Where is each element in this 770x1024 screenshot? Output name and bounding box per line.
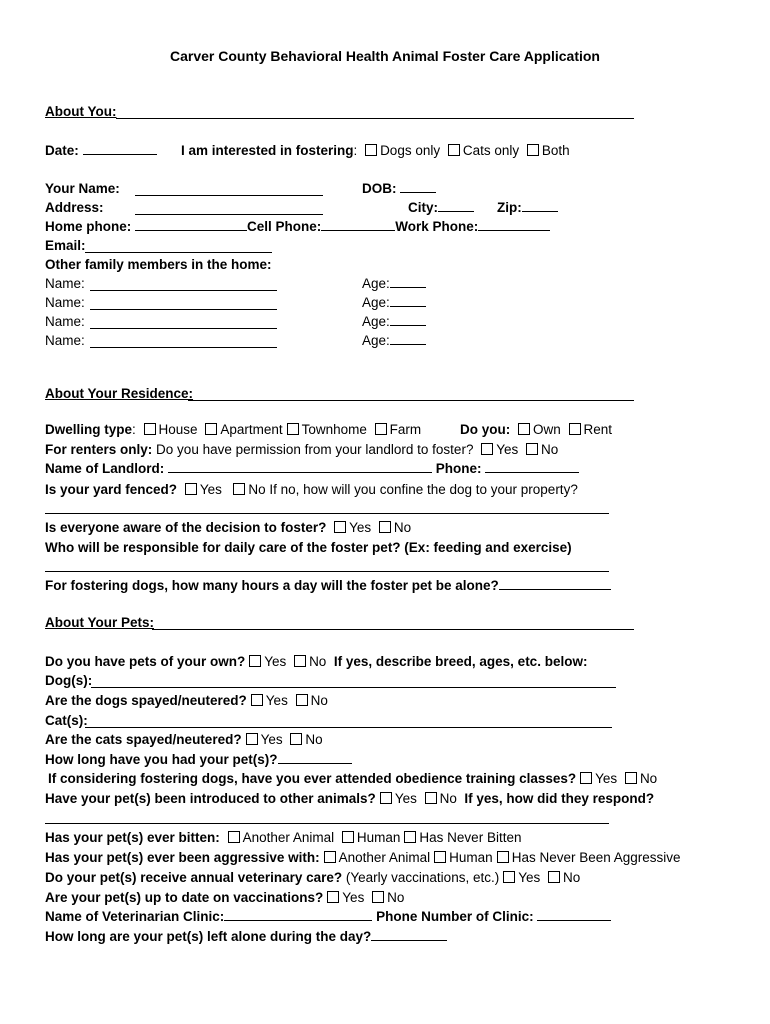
human-checkbox[interactable] <box>342 831 354 843</box>
yes-label: Yes <box>349 520 372 535</box>
zip-field[interactable] <box>522 199 558 212</box>
vet-clinic-label: Name of Veterinarian Clinic: <box>45 909 225 924</box>
yes-checkbox[interactable] <box>380 792 392 804</box>
heading-rule <box>152 629 634 630</box>
dob-label: DOB: <box>362 181 397 196</box>
dogs-only-label: Dogs only <box>380 143 441 158</box>
member-name-field[interactable] <box>90 309 277 310</box>
member-name-label: Name: <box>45 314 85 329</box>
yes-checkbox[interactable] <box>246 733 258 745</box>
yes-checkbox[interactable] <box>327 891 339 903</box>
dob-field[interactable] <box>400 180 436 193</box>
yes-label: Yes <box>342 890 365 905</box>
no-label: No <box>387 890 405 905</box>
yes-label: Yes <box>518 870 541 885</box>
member-age-field[interactable] <box>390 275 426 288</box>
heading-rule <box>116 118 634 119</box>
aware-label: Is everyone aware of the decision to foster? <box>45 520 327 535</box>
renters-question: Do you have permission from your landlord to foster? <box>156 442 474 457</box>
do-you-label: Do you: <box>460 422 511 437</box>
respond-label: If yes, how did they respond? <box>464 791 655 806</box>
form-title: Carver County Behavioral Health Animal Foster Care Application <box>170 48 600 64</box>
never-bitten-label: Has Never Bitten <box>419 830 522 845</box>
member-age-field[interactable] <box>390 313 426 326</box>
daily-care-label: Who will be responsible for daily care of the foster pet? (Ex: feeding and exercise) <box>45 540 572 555</box>
landlord-phone-field[interactable] <box>485 460 579 473</box>
no-label: No <box>439 791 457 806</box>
clinic-phone-field[interactable] <box>537 908 611 921</box>
yes-label: Yes <box>595 771 618 786</box>
member-age-field[interactable] <box>390 294 426 307</box>
landlord-label: Name of Landlord: <box>45 461 165 476</box>
no-label: No <box>563 870 581 885</box>
human-checkbox[interactable] <box>434 851 446 863</box>
date-label: Date: <box>45 143 79 158</box>
yes-checkbox[interactable] <box>249 655 261 667</box>
townhome-label: Townhome <box>301 422 367 437</box>
yes-checkbox[interactable] <box>251 694 263 706</box>
member-age-label: Age: <box>362 314 390 329</box>
left-alone-label: How long are your pet(s) left alone during the day? <box>45 929 372 944</box>
yes-checkbox[interactable] <box>481 443 493 455</box>
another-animal-checkbox[interactable] <box>324 851 336 863</box>
no-checkbox[interactable] <box>548 871 560 883</box>
yes-label: Yes <box>199 482 222 497</box>
own-label: Own <box>533 422 561 437</box>
no-label: No <box>393 520 412 535</box>
no-checkbox[interactable] <box>425 792 437 804</box>
vaccinations-label: Are your pet(s) up to date on vaccinations? <box>45 890 324 905</box>
member-age-label: Age: <box>362 333 390 348</box>
yes-checkbox[interactable] <box>503 871 515 883</box>
another-animal-label: Another Animal <box>242 830 335 845</box>
daily-care-field[interactable] <box>45 571 609 572</box>
no-label: No <box>309 654 327 669</box>
cats-only-checkbox[interactable] <box>448 144 460 156</box>
no-label: No <box>639 771 658 786</box>
yes-checkbox[interactable] <box>334 521 346 533</box>
yard-followup: If no, how will you confine the dog to your property? <box>269 482 578 497</box>
zip-label: Zip: <box>497 200 522 215</box>
work-phone-label: Work Phone: <box>395 219 479 234</box>
name-label: Your Name: <box>45 181 120 196</box>
no-label: No <box>541 442 559 457</box>
rent-label: Rent <box>583 422 613 437</box>
own-checkbox[interactable] <box>518 423 530 435</box>
how-long-label: How long have you had your pet(s)? <box>45 752 278 767</box>
landlord-field[interactable] <box>168 460 432 473</box>
pets-heading: About Your Pets: <box>45 615 155 630</box>
vet-clinic-field[interactable] <box>224 908 372 921</box>
another-animal-label: Another Animal <box>338 850 431 865</box>
no-label: No <box>310 693 328 708</box>
application-form: Carver County Behavioral Health Animal Foster Care Application About You: Date: I am interested in fostering: Dogs only Cats only Both Your Name: DOB: Address: City: Zip: Home phone: Cell Phone: Work Phone: Email: Other family members in the home: Name: Age: Name: Age: Name: Age: Name: Age: About Your Residence: Dwelling type: House Apartment Townhome Farm Do you: Own Rent For renters only: Do you have permission from your landlord to foster? Yes No Name of Landlord: Phone: Is your yard fenced? Yes No If no, how will you confine the dog to your property? Is everyone aware of the decision to foster? Yes No Who will be responsible for daily care of the foster pet? (Ex: feeding and exercise) For fostering dogs, how many hours a day will the foster pet be alone? About Your Pets: Do you have pets of your own? Yes No If yes, describe breed, ages, etc. below: Dog(s): Are the dogs spayed/neutered? Yes No Cat(s): Are the cats spayed/neutered? Yes No How long have you had your pet(s)? If considering fostering dogs, have you ever attended obedience training classes? Yes No Have your pet(s) been introduced to other animals? Yes No If yes, how did they respond? Has your pet(s) ever bitten: Another Animal Human Has Never Bitten Has your pet(s) ever been aggressive with: Another Animal Human Has Never Been Aggressive Do your pet(s) receive annual veterinary care? (Yearly vaccinations, etc.) Yes No Are your pet(s) up to date on vaccinations? Yes No Name of Veterinarian Clinic: Phone Number of Clinic: How long are your pet(s) left alone during the day? <box>0 0 770 1024</box>
yes-checkbox[interactable] <box>185 483 197 495</box>
no-checkbox[interactable] <box>296 694 308 706</box>
member-name-label: Name: <box>45 295 85 310</box>
both-label: Both <box>541 143 570 158</box>
bitten-label: Has your pet(s) ever bitten: <box>45 830 220 845</box>
never-aggressive-checkbox[interactable] <box>497 851 509 863</box>
yes-label: Yes <box>265 693 288 708</box>
cats-label: Cat(s): <box>45 713 88 728</box>
cats-spayed-label: Are the cats spayed/neutered? <box>45 732 242 747</box>
heading-rule <box>188 400 634 401</box>
left-alone-field[interactable] <box>371 928 447 941</box>
fostering-label: I am interested in fostering <box>181 143 354 158</box>
about-you-heading: About You: <box>45 104 117 119</box>
member-age-label: Age: <box>362 295 390 310</box>
human-label: Human <box>449 850 493 865</box>
dogs-field[interactable] <box>91 687 616 688</box>
address-label: Address: <box>45 200 104 215</box>
farm-checkbox[interactable] <box>375 423 387 435</box>
yes-label: Yes <box>394 791 417 806</box>
member-age-field[interactable] <box>390 332 426 345</box>
house-label: House <box>158 422 198 437</box>
yes-label: Yes <box>264 654 287 669</box>
describe-label: If yes, describe breed, ages, etc. below: <box>333 654 588 669</box>
email-label: Email: <box>45 238 86 253</box>
no-checkbox[interactable] <box>379 521 391 533</box>
apartment-checkbox[interactable] <box>205 423 217 435</box>
dogs-only-checkbox[interactable] <box>365 144 377 156</box>
obedience-label: If considering fostering dogs, have you ever attended obedience training classes? <box>48 771 577 786</box>
house-checkbox[interactable] <box>144 423 156 435</box>
member-name-field[interactable] <box>90 328 277 329</box>
member-name-label: Name: <box>45 333 85 348</box>
city-label: City: <box>408 200 438 215</box>
no-label: No <box>305 732 323 747</box>
email-field[interactable] <box>85 252 272 253</box>
no-checkbox[interactable] <box>625 772 637 784</box>
yes-label: Yes <box>496 442 519 457</box>
no-checkbox[interactable] <box>526 443 538 455</box>
another-animal-checkbox[interactable] <box>228 831 240 843</box>
human-label: Human <box>356 830 401 845</box>
never-bitten-checkbox[interactable] <box>404 831 416 843</box>
hours-alone-field[interactable] <box>499 577 611 590</box>
no-checkbox[interactable] <box>290 733 302 745</box>
work-phone-field[interactable] <box>478 218 550 231</box>
cats-only-label: Cats only <box>462 143 520 158</box>
home-phone-label: Home phone: <box>45 219 132 234</box>
member-name-field[interactable] <box>90 347 277 348</box>
name-field[interactable] <box>135 195 323 196</box>
yes-checkbox[interactable] <box>580 772 592 784</box>
renters-label: For renters only: <box>45 442 153 457</box>
member-age-label: Age: <box>362 276 390 291</box>
townhome-checkbox[interactable] <box>287 423 299 435</box>
no-label: No <box>248 482 266 497</box>
cell-phone-field[interactable] <box>321 218 395 231</box>
address-field[interactable] <box>135 214 323 215</box>
no-checkbox[interactable] <box>294 655 306 667</box>
dwelling-label: Dwelling type <box>45 422 133 437</box>
clinic-phone-label: Phone Number of Clinic: <box>376 909 534 924</box>
member-name-field[interactable] <box>90 290 277 291</box>
family-label: Other family members in the home: <box>45 257 272 272</box>
how-long-field[interactable] <box>278 751 352 764</box>
vet-care-note: (Yearly vaccinations, etc.) <box>345 870 500 885</box>
aggressive-label: Has your pet(s) ever been aggressive with: <box>45 850 320 865</box>
cats-field[interactable] <box>85 727 612 728</box>
no-checkbox[interactable] <box>233 483 245 495</box>
yard-answer-field[interactable] <box>45 513 609 514</box>
farm-label: Farm <box>389 422 422 437</box>
both-checkbox[interactable] <box>527 144 539 156</box>
date-field[interactable] <box>83 142 157 155</box>
yard-label: Is your yard fenced? <box>45 482 178 497</box>
hours-alone-label: For fostering dogs, how many hours a day will the foster pet be alone? <box>45 578 499 593</box>
dogs-label: Dog(s): <box>45 673 93 688</box>
respond-field[interactable] <box>45 823 609 824</box>
residence-heading: About Your Residence: <box>45 386 194 401</box>
rent-checkbox[interactable] <box>569 423 581 435</box>
introduced-label: Have your pet(s) been introduced to other animals? <box>45 791 376 806</box>
home-phone-field[interactable] <box>135 218 247 231</box>
dogs-spayed-label: Are the dogs spayed/neutered? <box>45 693 247 708</box>
member-name-label: Name: <box>45 276 85 291</box>
no-checkbox[interactable] <box>372 891 384 903</box>
vet-care-label: Do your pet(s) receive annual veterinary care? <box>45 870 343 885</box>
own-pets-label: Do you have pets of your own? <box>45 654 246 669</box>
cell-phone-label: Cell Phone: <box>247 219 322 234</box>
landlord-phone-label: Phone: <box>435 461 482 476</box>
never-aggressive-label: Has Never Been Aggressive <box>511 850 681 865</box>
city-field[interactable] <box>438 199 474 212</box>
apartment-label: Apartment <box>220 422 283 437</box>
yes-label: Yes <box>260 732 283 747</box>
